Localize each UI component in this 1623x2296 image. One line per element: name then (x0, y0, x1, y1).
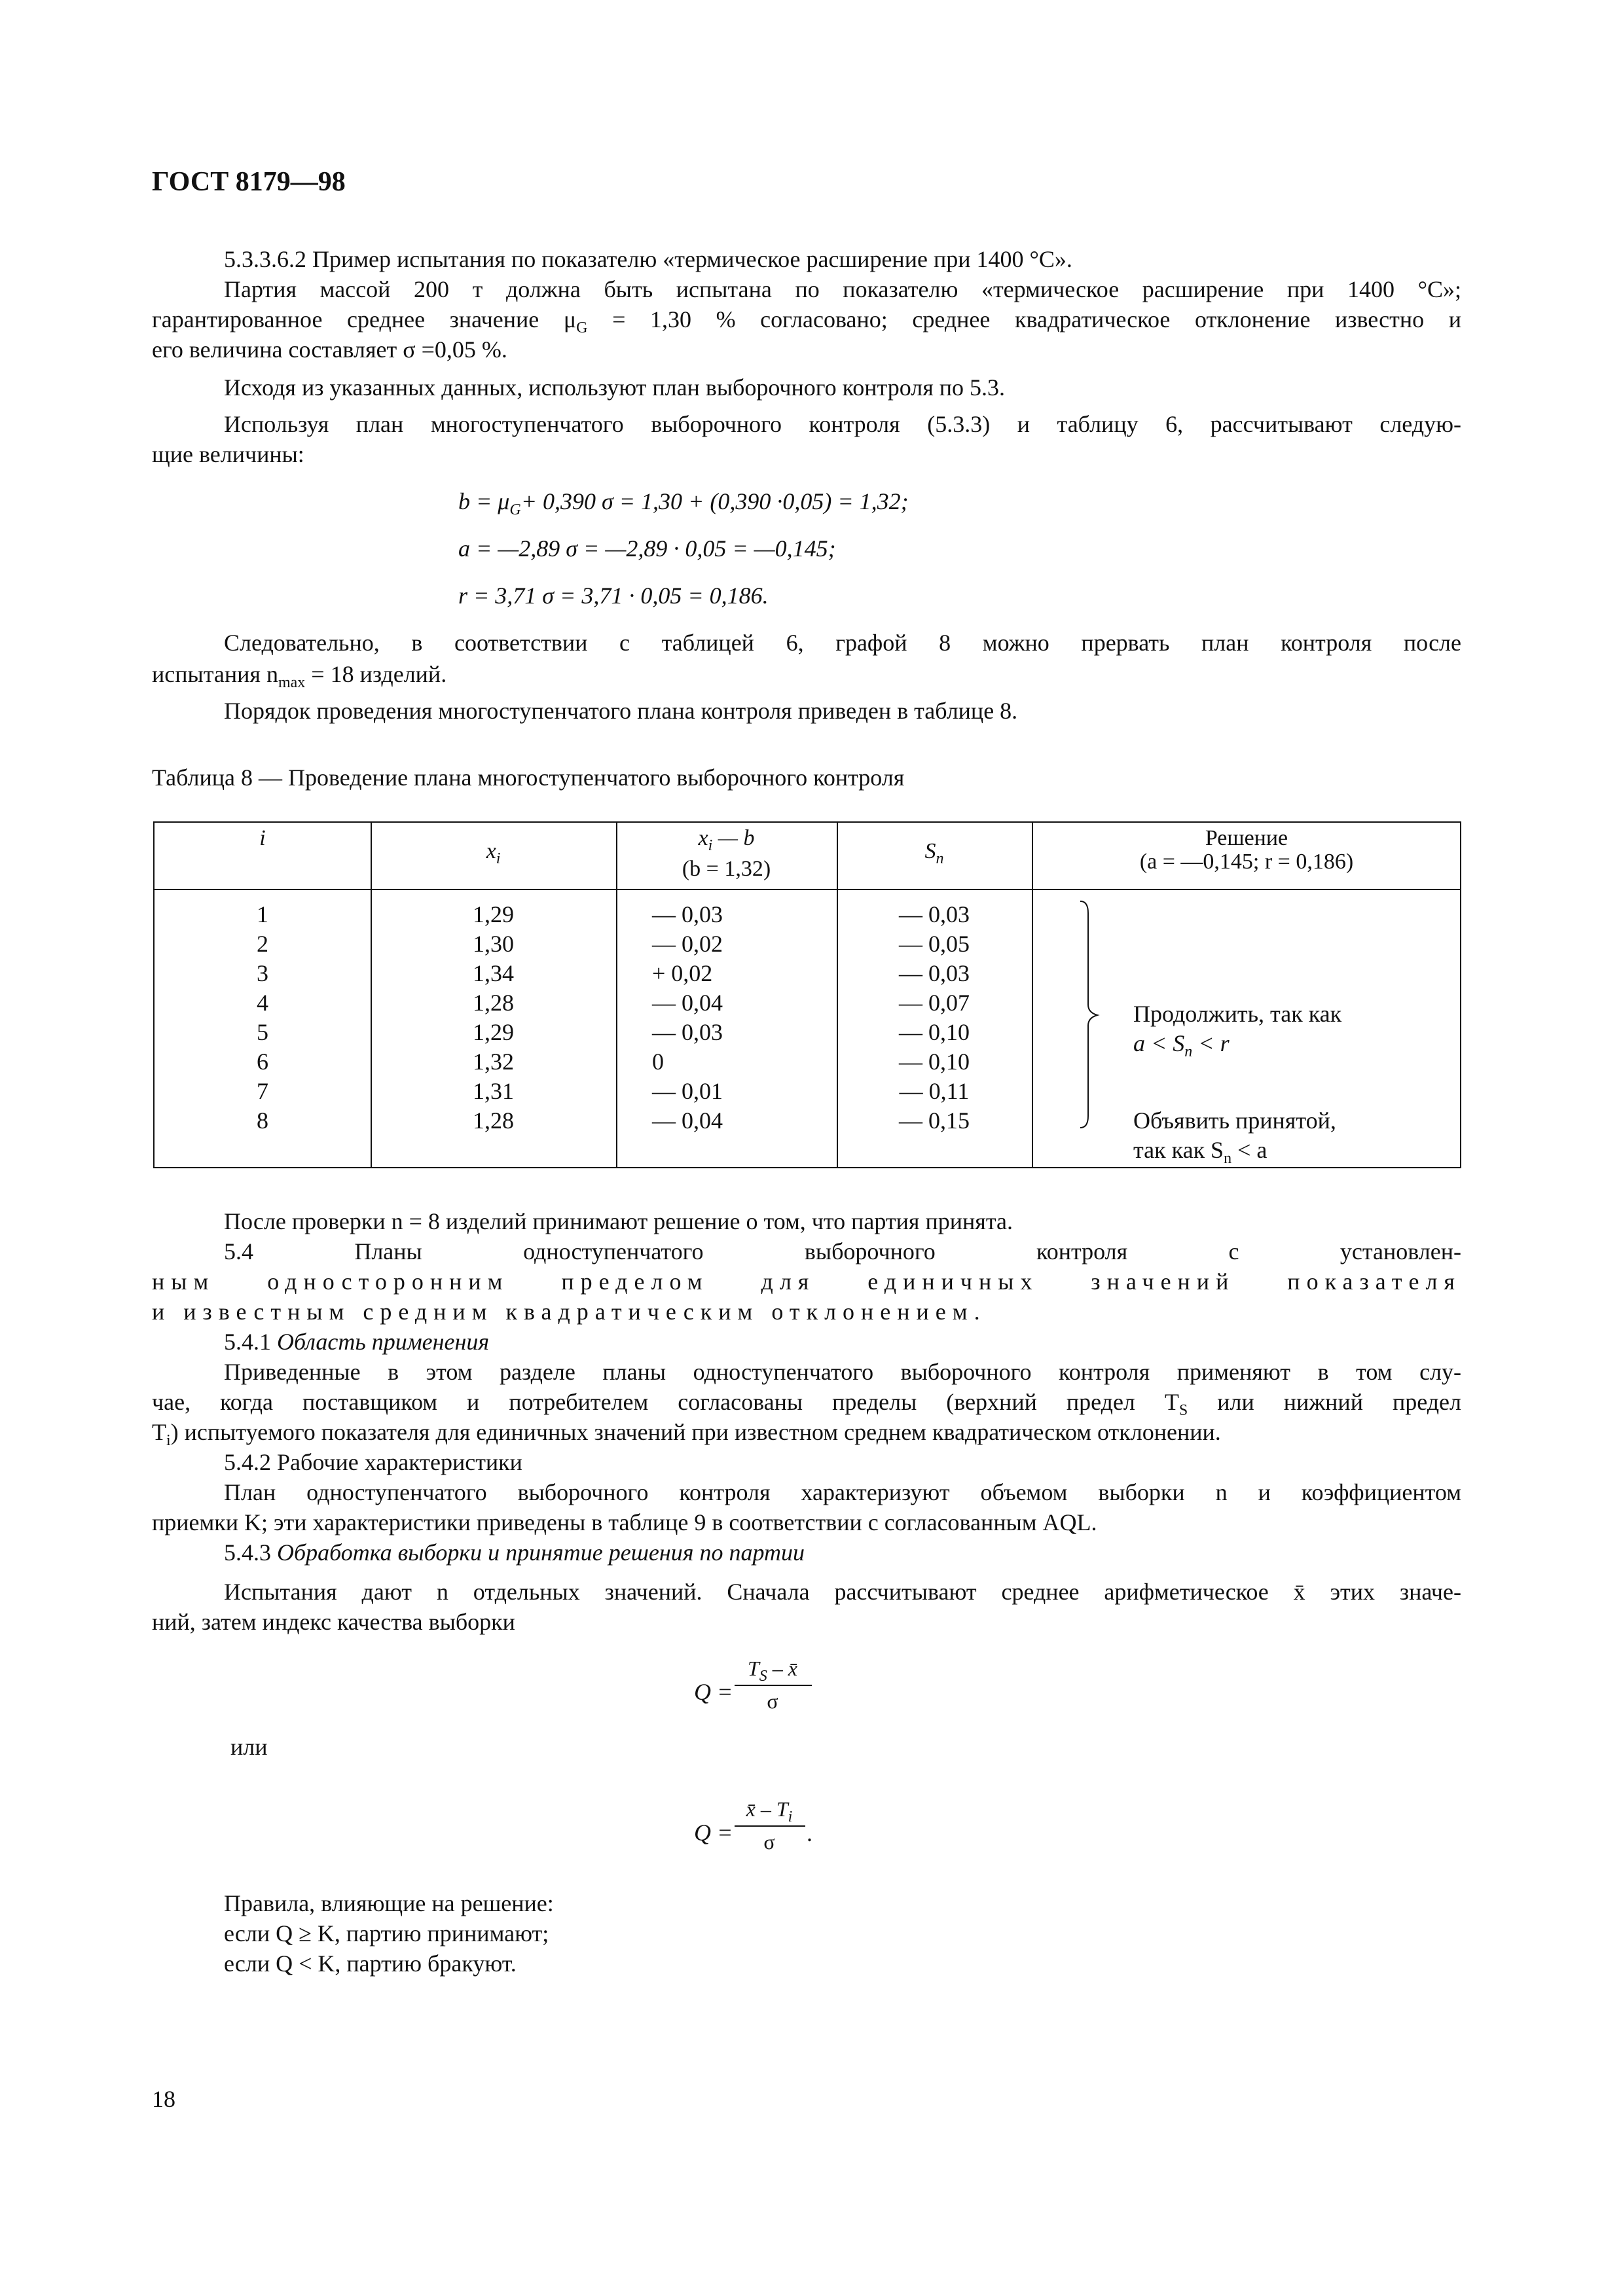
brace-icon (1078, 900, 1104, 1129)
table-cell: — 0,04 (652, 990, 723, 1016)
rule-accept: если Q ≥ K, партию принимают; (224, 1920, 549, 1946)
rule-reject: если Q < K, партию бракуют. (224, 1950, 517, 1977)
formula-r: r = 3,71 σ = 3,71 · 0,05 = 0,186. (458, 583, 769, 609)
section-5-4-title: 5.4 Планы одноступенчатого выборочного контроля с установлен- (224, 1238, 1461, 1265)
table-cell: — 0,02 (652, 931, 723, 957)
table-header-decision: Решение (a = —0,145; r = 0,186) (1139, 826, 1354, 874)
or-label: или (230, 1734, 268, 1760)
formula-q2-left: Q = (694, 1820, 733, 1846)
rules-title: Правила, влияющие на решение: (224, 1890, 554, 1916)
table-cell: 5 (257, 1019, 268, 1045)
table-8 (153, 821, 1461, 1168)
paragraph-line: Испытания дают n отдельных значений. Сначала рассчитывают среднее арифметическое x̄ этих значе- (224, 1579, 1462, 1605)
table-cell: 1,30 (473, 931, 514, 957)
table-cell: — 0,11 (899, 1078, 970, 1104)
table-column-i (155, 900, 371, 1136)
table-cell: 1,32 (473, 1049, 514, 1075)
table-cell: + 0,02 (652, 960, 713, 986)
paragraph-line: Партия массой 200 т должна быть испытана по показателю «термическое расширение при 1400 °С»; (224, 276, 1461, 302)
paragraph-line: испытания $n_{max} = 18$ изделий. (152, 661, 447, 691)
table-cell: 1,29 (473, 901, 514, 927)
table-cell: 2 (257, 931, 268, 957)
paragraph-line: После проверки n = 8 изделий принимают решение о том, что партия принята. (224, 1208, 1013, 1234)
table-cell: 1 (257, 901, 268, 927)
table-column-s (837, 900, 1032, 1136)
paragraph-line: приемки K; эти характеристики приведены в таблице 9 в соответствии с согласованным AQL. (152, 1509, 1097, 1535)
formula-q2-end: . (807, 1820, 812, 1846)
table-cell: 1,34 (473, 960, 514, 986)
table-cell: 1,31 (473, 1078, 514, 1104)
paragraph-line: чае, когда поставщиком и потребителем согласованы пределы (верхний предел $T_S$ или нижний предел (152, 1389, 1461, 1419)
table-cell: — 0,03 (652, 1019, 723, 1045)
table-cell: 1,28 (473, 1107, 514, 1134)
formula-q1-left: Q = (694, 1679, 733, 1705)
table-cell: — 0,05 (899, 931, 970, 957)
table-column-x (371, 900, 616, 1136)
paragraph-line: щие величины: (152, 441, 304, 467)
table-cell: 1,29 (473, 1019, 514, 1045)
formula-b: $b = \mu_G+ 0,390$ σ = 1,30 + (0,390 ·0,05) = 1,32; (458, 488, 909, 518)
decision-accept: Объявить принятой, так как $S_n < a$ (1133, 1107, 1336, 1167)
table-header-s: $S_n$ (924, 839, 944, 867)
table-cell: — 0,04 (652, 1107, 723, 1134)
formula-q2-denominator: σ (763, 1830, 775, 1854)
table-cell: 8 (257, 1107, 268, 1134)
paragraph-line: Используя план многоступенчатого выборочного контроля (5.3.3) и таблицу 6, рассчитывают следую- (224, 411, 1461, 437)
document-header: ГОСТ 8179—98 (152, 167, 346, 197)
formula-q1-denominator: σ (767, 1689, 778, 1713)
paragraph-line: ний, затем индекс качества выборки (152, 1609, 515, 1635)
section-5-4-title: ным односторонним пределом для единичных значений показателя (152, 1268, 1461, 1295)
paragraph-line: План одноступенчатого выборочного контроля характеризуют объемом выборки n и коэффициентом (224, 1479, 1461, 1505)
paragraph-line: Порядок проведения многоступенчатого плана контроля приведен в таблице 8. (224, 698, 1018, 724)
paragraph-line: Следовательно, в соответствии с таблицей 6, графой 8 можно прервать план контроля после (224, 630, 1461, 656)
table-header-xb: $x_i$ — b (b = 1,32) (682, 826, 771, 881)
section-5-4-1: 5.4.1 Область применения (224, 1329, 490, 1355)
decision-continue: Продолжить, так как $a < S_n < r$ (1133, 1001, 1342, 1060)
table-cell: 1,28 (473, 990, 514, 1016)
formula-q1-numerator: $T_S$ – x̄ (748, 1657, 797, 1685)
paragraph-line: Исходя из указанных данных, используют план выборочного контроля по 5.3. (224, 374, 1006, 401)
formula-q2-numerator: x̄ – $T_i$ (746, 1797, 793, 1825)
table-cell: 6 (257, 1049, 268, 1075)
table-header-i: i (259, 826, 266, 850)
table-header-x: $x_i$ (486, 839, 501, 867)
table-cell: — 0,03 (899, 901, 970, 927)
table-cell: — 0,10 (899, 1049, 970, 1075)
table-cell: — 0,07 (899, 990, 970, 1016)
table-cell: — 0,01 (652, 1078, 723, 1104)
table-caption: Таблица 8 — Проведение плана многоступенчатого выборочного контроля (152, 764, 905, 791)
paragraph-line: $T_i$) испытуемого показателя для единичных значений при известном среднем квадратическом отклонении. (152, 1419, 1221, 1449)
table-cell: — 0,03 (899, 960, 970, 986)
paragraph-line: гарантированное среднее значение $\mu_G = 1,30$ % согласовано; среднее квадратическое отклонение известно и (152, 306, 1461, 336)
paragraph-line: его величина составляет σ =0,05 %. (152, 336, 507, 363)
page-number: 18 (152, 2086, 175, 2112)
table-cell: — 0,15 (899, 1107, 970, 1134)
section-5-4-3: 5.4.3 Обработка выборки и принятие решения по партии (224, 1539, 805, 1566)
table-cell: 4 (257, 990, 268, 1016)
table-column-xb (626, 900, 848, 1136)
table-cell: 0 (652, 1049, 664, 1075)
table-cell: 3 (257, 960, 268, 986)
table-cell: — 0,10 (899, 1019, 970, 1045)
section-5-4-2: 5.4.2 Рабочие характеристики (224, 1449, 522, 1475)
paragraph-line: Приведенные в этом разделе планы одноступенчатого выборочного контроля применяют в том слу- (224, 1359, 1461, 1385)
section-5-4-title: и известным средним квадратическим отклонением. (152, 1299, 987, 1325)
paragraph-example-title: 5.3.3.6.2 Пример испытания по показателю «термическое расширение при 1400 °С». (224, 246, 1072, 272)
formula-a: a = —2,89 σ = —2,89 · 0,05 = —0,145; (458, 535, 836, 562)
table-cell: — 0,03 (652, 901, 723, 927)
table-cell: 7 (257, 1078, 268, 1104)
